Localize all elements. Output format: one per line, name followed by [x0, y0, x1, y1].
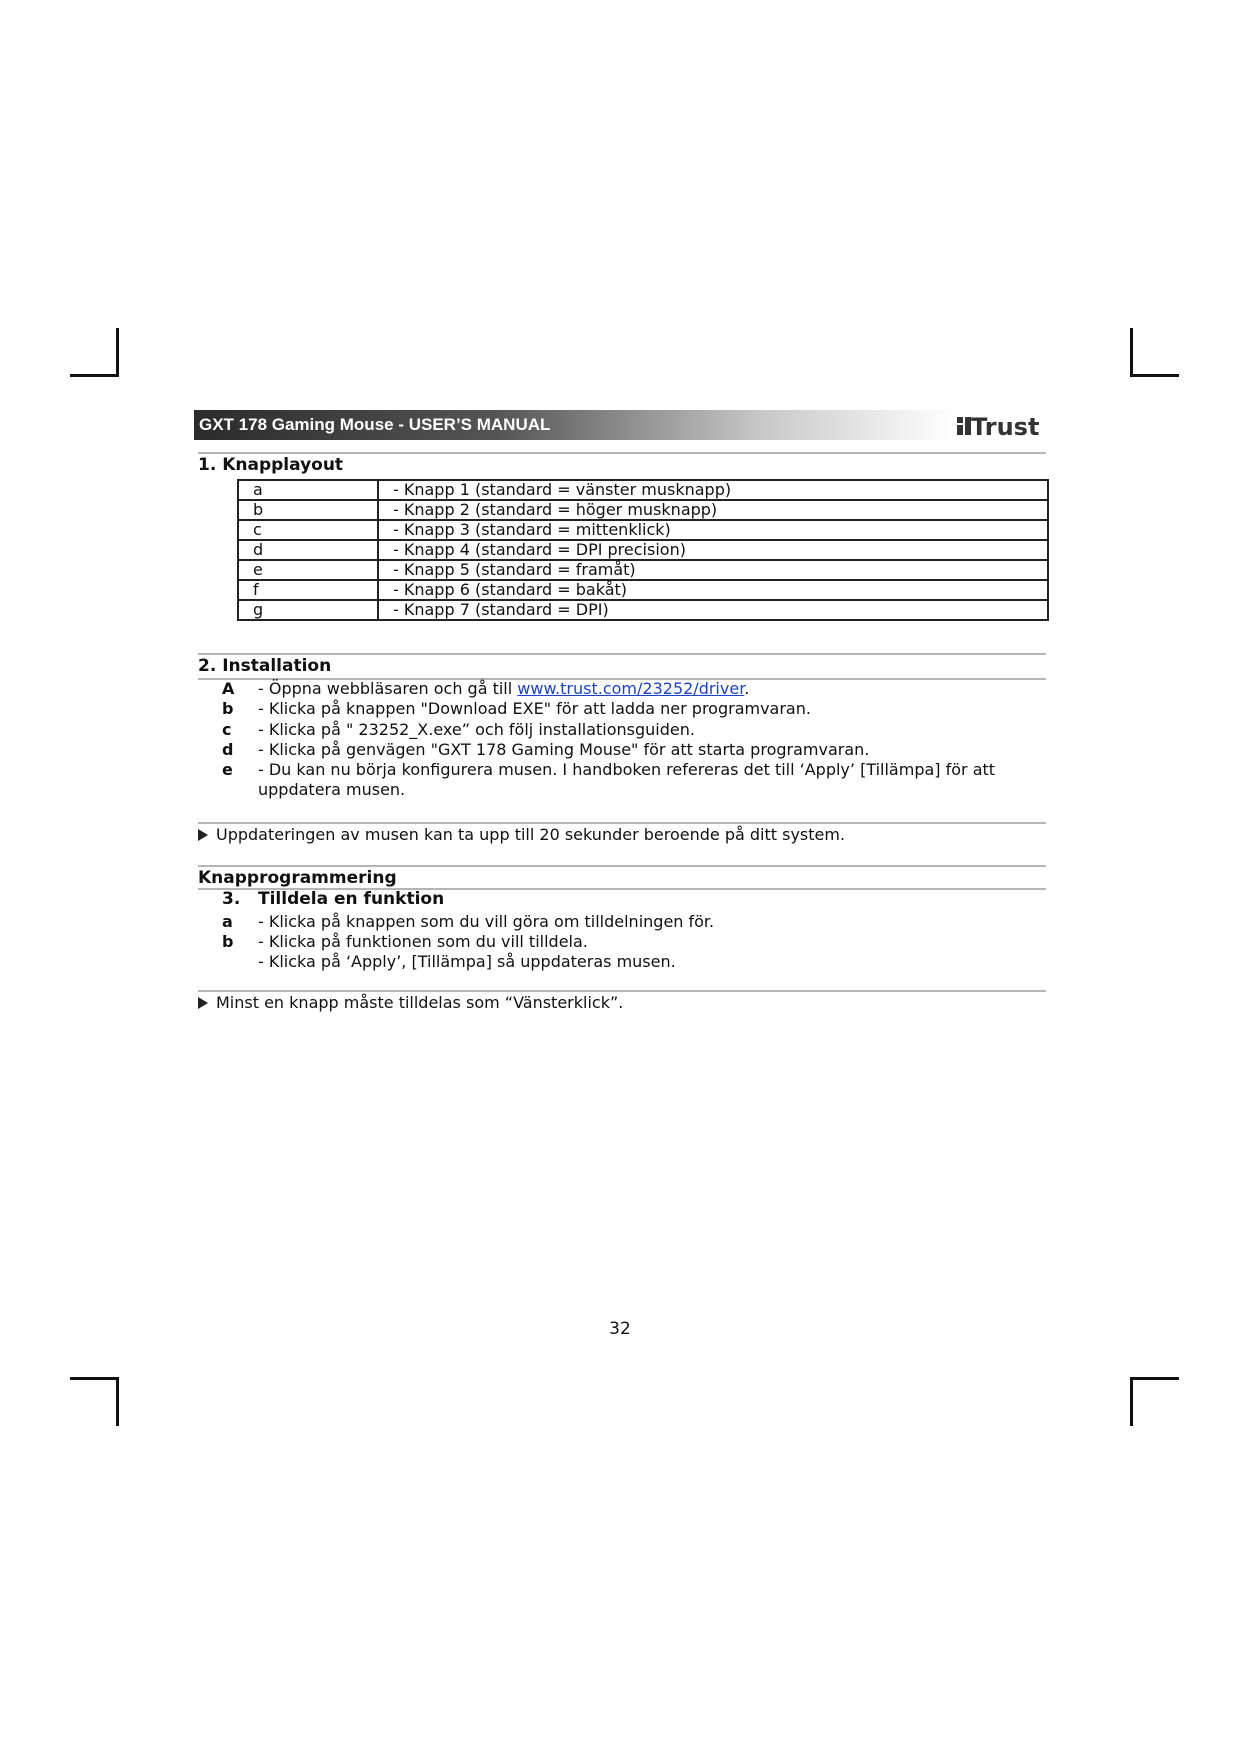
step-label: b — [222, 932, 234, 951]
row-key: a — [238, 480, 378, 500]
divider — [198, 865, 1046, 867]
crop-mark-top-left — [70, 328, 119, 377]
manual-header-title: GXT 178 Gaming Mouse - USER’S MANUAL — [194, 410, 954, 440]
section-title-installation: 2. Installation — [198, 656, 332, 676]
subsection-title: Tilldela en funktion — [258, 889, 445, 909]
step-text-post: . — [744, 679, 750, 698]
row-value: - Knapp 1 (standard = vänster musknapp) — [378, 480, 1048, 500]
row-key: b — [238, 500, 378, 520]
step-text: - Klicka på " 23252_X.exe” och följ installationsguiden. — [258, 720, 695, 739]
step-text: - Klicka på ‘Apply’, [Tillämpa] så uppdateras musen. — [258, 952, 676, 971]
row-value: - Knapp 7 (standard = DPI) — [378, 600, 1048, 620]
table-row — [238, 500, 1048, 520]
row-value: - Knapp 4 (standard = DPI precision) — [378, 540, 1048, 560]
step-text: - Klicka på funktionen som du vill tilldela. — [258, 932, 588, 951]
step-text-pre: - Öppna webbläsaren och gå till — [258, 679, 518, 698]
table-row — [238, 480, 1048, 500]
row-key: e — [238, 560, 378, 580]
crop-mark-bottom-left — [70, 1377, 119, 1426]
row-key: g — [238, 600, 378, 620]
button-layout-table — [237, 479, 1049, 621]
step-label: A — [222, 679, 235, 698]
note-text: Minst en knapp måste tilldelas som “Vänsterklick”. — [216, 993, 624, 1012]
section-title-knapplayout: 1. Knapplayout — [198, 455, 344, 475]
row-value: - Knapp 5 (standard = framåt) — [378, 560, 1048, 580]
install-note — [198, 825, 845, 844]
step-text: - Klicka på knappen som du vill göra om tilldelningen för. — [258, 912, 715, 931]
crop-mark-bottom-right — [1130, 1377, 1179, 1426]
row-key: c — [238, 520, 378, 540]
divider — [198, 452, 1046, 454]
arrow-bullet-icon — [198, 997, 208, 1009]
row-value: - Knapp 6 (standard = bakåt) — [378, 580, 1048, 600]
table-row — [238, 520, 1048, 540]
page-number: 32 — [609, 1319, 631, 1339]
step-label: d — [222, 740, 234, 759]
driver-link[interactable]: www.trust.com/23252/driver — [517, 679, 745, 698]
table-row — [238, 600, 1048, 620]
trust-logo — [955, 408, 1045, 440]
step-label: e — [222, 760, 233, 779]
row-value: - Knapp 3 (standard = mittenklick) — [378, 520, 1048, 540]
note-text: Uppdateringen av musen kan ta upp till 20 sekunder beroende på ditt system. — [216, 825, 846, 844]
step-text: - Du kan nu börja konfigurera musen. I handboken refereras det till ‘Apply’ [Tillämpa] för att uppdatera musen. — [258, 760, 996, 799]
subsection-number: 3. — [222, 889, 241, 909]
step-text: - Klicka på knappen "Download EXE" för att ladda ner programvaran. — [258, 699, 811, 718]
step-text — [258, 679, 749, 699]
step-text: - Klicka på genvägen "GXT 178 Gaming Mouse" för att starta programvaran. — [258, 740, 870, 759]
table-row — [238, 580, 1048, 600]
step-label: a — [222, 912, 233, 931]
divider — [198, 822, 1046, 824]
program-note — [198, 993, 623, 1012]
step-label: b — [222, 699, 234, 718]
arrow-bullet-icon — [198, 829, 208, 841]
divider — [198, 990, 1046, 992]
row-value: - Knapp 2 (standard = höger musknapp) — [378, 500, 1048, 520]
svg-text:Trust: Trust — [971, 413, 1040, 440]
crop-mark-top-right — [1130, 328, 1179, 377]
row-key: d — [238, 540, 378, 560]
row-key: f — [238, 580, 378, 600]
table-row — [238, 540, 1048, 560]
divider — [198, 653, 1046, 655]
step-label: c — [222, 720, 232, 739]
section-title-knapprogrammering: Knapprogrammering — [198, 868, 397, 888]
table-row — [238, 560, 1048, 580]
